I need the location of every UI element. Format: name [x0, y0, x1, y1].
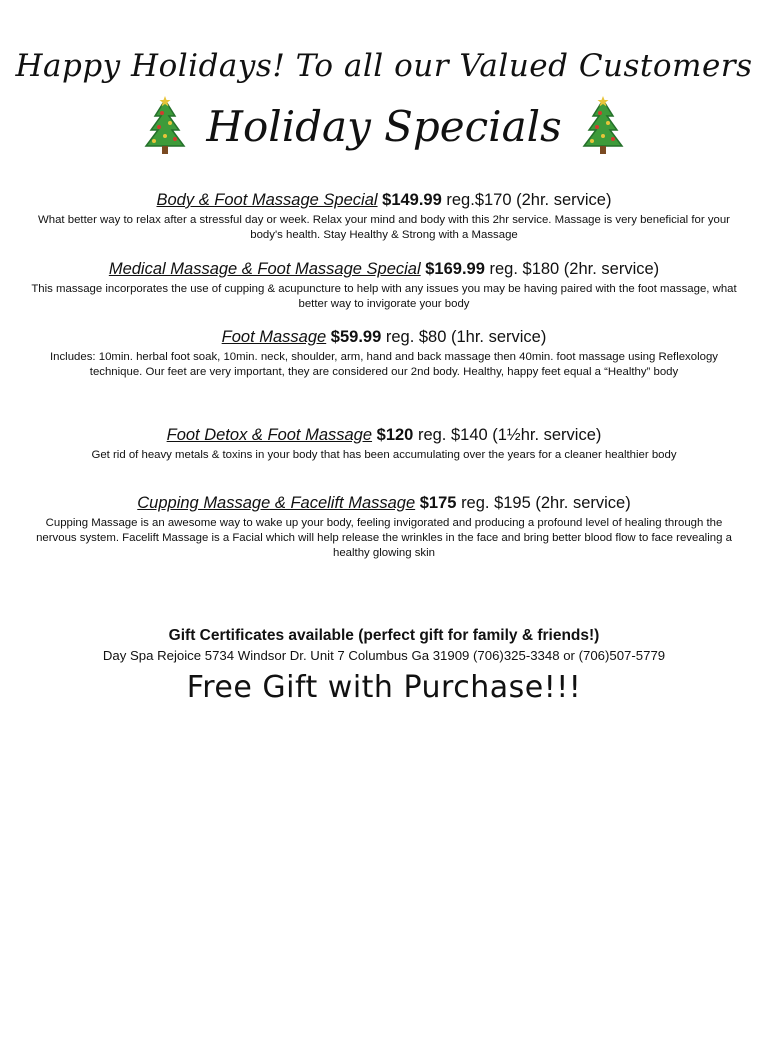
special-item	[30, 493, 738, 561]
special-regular-price: reg. $80 (1hr. service)	[385, 328, 547, 346]
christmas-tree-icon	[142, 96, 188, 158]
special-heading	[30, 425, 738, 446]
special-price: $149.99	[382, 191, 442, 209]
free-gift-banner: Free Gift with Purchase!!!	[186, 670, 582, 705]
special-regular-price: reg. $180 (2hr. service)	[489, 260, 660, 278]
special-regular-price: reg. $195 (2hr. service)	[461, 494, 631, 512]
special-description: Cupping Massage is an awesome way to wake up your body, feeling invigorated and producing a profound level of healing through the nervous system. Facelift Massage is a Facial which will help release the wrinkles in the face and bring better blood flow to face revealing a healthy glowing skin	[36, 517, 732, 559]
specials-title-row	[0, 92, 768, 162]
greeting-headline: Happy Holidays! To all our Valued Customers	[15, 48, 753, 84]
special-price: $59.99	[330, 328, 382, 346]
special-item	[30, 327, 738, 380]
special-regular-price: reg.$170 (2hr. service)	[446, 191, 612, 209]
special-description: What better way to relax after a stressful day or week. Relax your mind and body with this 2hr service. Massage is very beneficial for your body's health. Stay Healthy & Strong with a Massage	[38, 214, 730, 241]
special-name: Body & Foot Massage Special	[156, 191, 378, 209]
special-heading	[30, 259, 738, 280]
gift-certificates-heading: Gift Certificates available (perfect gift for family & friends!)	[168, 627, 600, 644]
special-regular-price: reg. $140 (1½hr. service)	[417, 426, 602, 444]
special-description: Includes: 10min. herbal foot soak, 10min. neck, shoulder, arm, hand and back massage then 40min. foot massage using Reflexology technique. Our feet are very important, they are considered our 2nd body. Healthy, happy feet equal a “Healthy” body	[49, 351, 718, 378]
contact-info: Day Spa Rejoice 5734 Windsor Dr. Unit 7 Columbus Ga 31909 (706)325-3348 or (706)507-5779	[102, 648, 666, 663]
special-price: $120	[376, 426, 414, 444]
special-name: Foot Detox & Foot Massage	[166, 426, 373, 444]
christmas-tree-icon	[580, 96, 626, 158]
special-item	[30, 259, 738, 312]
special-description: Get rid of heavy metals & toxins in your body that has been accumulating over the years for a cleaner healthier body	[91, 449, 677, 461]
special-item	[30, 190, 738, 243]
special-name: Medical Massage & Foot Massage Special	[108, 260, 421, 278]
special-price: $175	[419, 494, 457, 512]
special-price: $169.99	[425, 260, 485, 278]
special-name: Foot Massage	[221, 328, 327, 346]
special-description: This massage incorporates the use of cupping & acupuncture to help with any issues you may be having paired with the foot massage, what better way to invigorate your body	[31, 283, 737, 310]
special-heading	[30, 493, 738, 514]
special-heading	[30, 190, 738, 211]
special-item	[30, 425, 738, 463]
special-name: Cupping Massage & Facelift Massage	[137, 494, 416, 512]
specials-title: Holiday Specials	[206, 102, 562, 151]
special-heading	[30, 327, 738, 348]
